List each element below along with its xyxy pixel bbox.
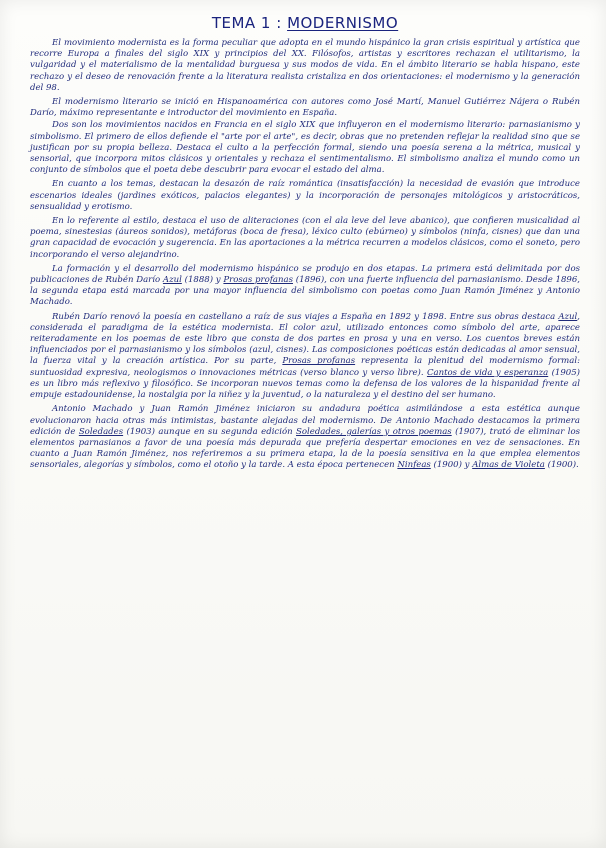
book-title-soledades-galerias: Soledades, galerías y otros poemas — [296, 426, 452, 437]
paragraph-text: (1900). — [544, 460, 579, 471]
book-title-ninfeas: Ninfeas — [397, 460, 431, 471]
book-title-prosas-profanas: Prosas profanas — [223, 275, 293, 286]
page-title — [30, 14, 580, 32]
paragraph-influences — [30, 120, 580, 176]
paragraph-style — [30, 216, 580, 261]
paragraph-text: (1903) aunque en su segunda edición — [123, 426, 297, 437]
paragraph-text: Antonio Machado y Juan Ramón Jiménez iniciaron su andadura poética asimilándose a esta estética aunque evolucionaron hacia otras más intimistas, bastante alejadas del modernismo. De Antonio Machado destacamos la primera edición de — [30, 404, 580, 437]
paragraph-origins — [30, 97, 580, 119]
paragraph-themes — [30, 179, 580, 213]
paragraph-text: (1907), trató de eliminar los elementos parnasianos a favor de una poesía más depurada que prefería despertar emociones en vez de sensaciones. En cuanto a Juan Ramón Jiménez, nos referiremos a su primera etapa, la de la poesía sensitiva en la que emplea elementos sensoriales, alegorías y símbolos, como el otoño y la tarde. A esta época pertenecen — [30, 426, 580, 471]
paragraph-text: En cuanto a los temas, destacan la desazón de raíz romántica (insatisfacción) la necesidad de evasión que introduce escenarios ideales (jardines exóticos, palacios elegantes) y la incorporación de personajes mitológicos y aristocráticos, sensualidad y erotismo. — [30, 179, 580, 212]
paragraph-text: (1900) y — [430, 460, 473, 471]
paragraph-machado-jimenez — [30, 404, 580, 471]
paragraph-text: La formación y el desarrollo del modernismo hispánico se produjo en dos etapas. La primera está delimitada por dos publicaciones de Rubén Darío — [30, 263, 580, 286]
paragraph-stages — [30, 264, 580, 309]
book-title-cantos-de-vida: Cantos de vida y esperanza — [426, 367, 549, 378]
book-title-azul: Azul — [558, 311, 578, 322]
paragraph-text: Dos son los movimientos nacidos en Francia en el siglo XIX que influyeron en el modernismo literario: parnasianismo y simbolismo. El primero de ellos defiende el "arte por el arte", es decir, obras que no pretenden reflejar la realidad sino que se justifican por su propia belleza. Destaca el culto a la perfección formal, siendo una poesía serena a la métrica, musical y sensorial, que incorpora mitos clásicos y orientales y rechaza el sentimentalismo. El simbolismo analiza el mundo como un conjunto de símbolos que el poeta debe descubrir para evocar el estado del alma. — [30, 120, 580, 176]
title-main: MODERNISMO — [287, 14, 399, 32]
page-body — [30, 38, 580, 472]
paragraph-text: (1905) es un libro más reflexivo y filosófico. Se incorporan nuevos temas como la defensa de los valores de la hispanidad frente al empuje estadounidense, la nostalgia por la niñez y la juventud, o la naturaleza y el destino del ser humano. — [30, 367, 580, 401]
paragraph-text: Rubén Darío renovó la poesía en castellano a raíz de sus viajes a España en 1892 y 1898. Entre sus obras destaca — [52, 311, 559, 322]
title-prefix: TEMA 1 : — [211, 14, 288, 32]
book-title-prosas-profanas: Prosas profanas — [282, 356, 356, 367]
paragraph-text: (1896), con una fuerte influencia del parnasianismo. Desde 1896, la segunda etapa está marcada por una mayor influencia del simbolismo con poetas como Juan Ramón Jiménez y Antonio Machado. — [30, 275, 580, 308]
paragraph-text: En lo referente al estilo, destaca el uso de aliteraciones (con el ala leve del leve abanico), que confieren musicalidad al poema, sinestesias (áureos sonidos), metáforas (boca de fresa), léxico culto (ebúrneo) y símbolos (ninfa, cisnes) que dan una gran capacidad de evocación y sugerencia. En las aportaciones a la métrica recurren a modelos clásicos, como el soneto, pero incorporando el verso alejandrino. — [30, 216, 580, 260]
book-title-almas-de-violeta: Almas de Violeta — [472, 460, 545, 471]
paragraph-text: representa la plenitud del modernismo formal: suntuosidad expresiva, neologismos o innovaciones métricas (verso blanco y verso libre). — [30, 356, 580, 378]
book-title-soledades: Soledades — [78, 426, 124, 437]
book-title-azul: Azul — [162, 275, 182, 286]
paragraph-ruben-dario — [30, 312, 580, 402]
paragraph-text: El movimiento modernista es la forma peculiar que adopta en el mundo hispánico la gran crisis espiritual y artística que recorre Europa a finales del siglo XIX y principios del XX. Filósofos, artistas y escritores rechazan el utilitarismo, la vulgaridad y el materialismo de la mentalidad burguesa y sus modos de vida. En el ámbito literario se habla hispano, este rechazo y el deseo de renovación frente a la literatura realista cristaliza en dos orientaciones: el modernismo y la generación del 98. — [30, 38, 580, 93]
paragraph-text: El modernismo literario se inició en Hispanoamérica con autores como José Martí, Manuel Gutiérrez Nájera o Rubén Darío, máximo representante e introductor del movimiento en España. — [30, 97, 580, 119]
paragraph-text: (1888) y — [181, 275, 224, 286]
paragraph-intro — [30, 38, 580, 94]
paragraph-text: , considerada el paradigma de la estética modernista. El color azul, utilizado entonces como símbolo del arte, aparece reiteradamente en los poemas de este libro que consta de dos partes en prosa y una en verso. Los cuentos breves están influenciados por el parnasianismo y los símbolos (azul, cisnes). Las composiciones poéticas están dedicadas al amor sensual, la fuerza vital y la creación artística. Por su parte, — [30, 311, 580, 367]
